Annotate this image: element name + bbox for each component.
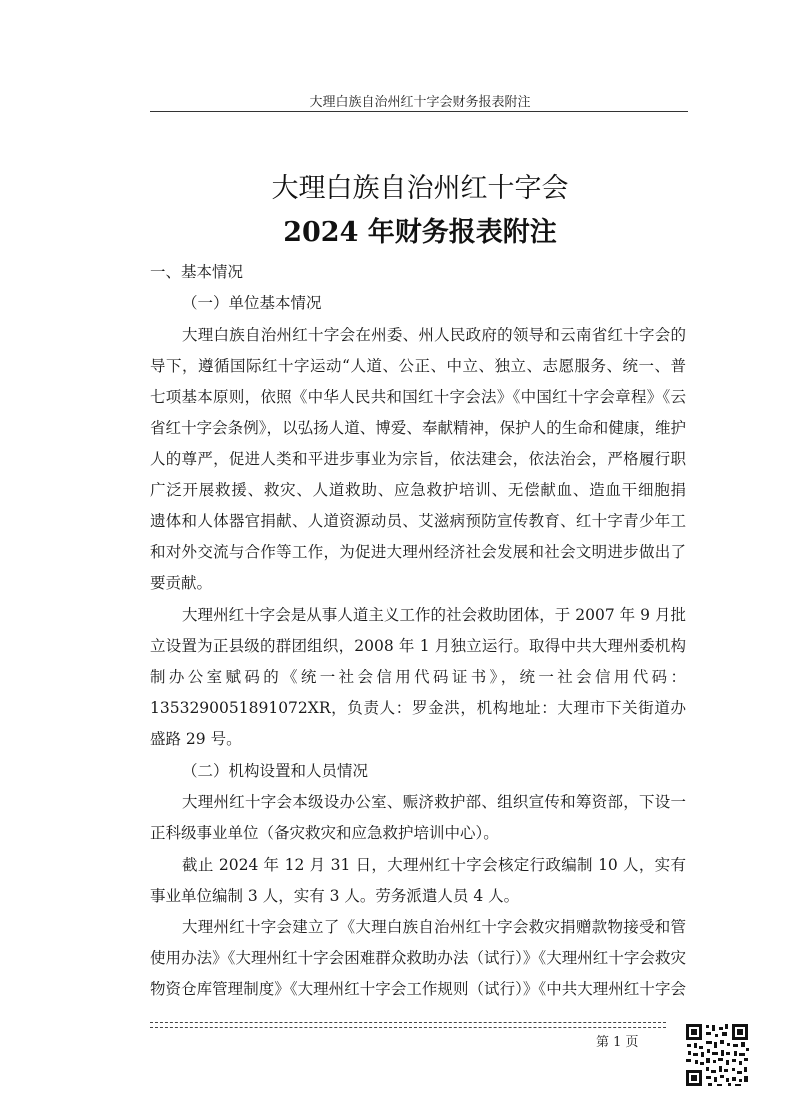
running-title: 大理白族自治州红十字会财务报表附注	[309, 95, 531, 110]
paragraph-line: 使用办法》《大理州红十字会困难群众救助办法（试行）》《大理州红十字会救灾	[150, 949, 686, 967]
paragraph-line: 制办公室赋码的《统一社会信用代码证书》，统一社会信用代码：	[150, 668, 686, 686]
document-title-line1: 大理白族自治州红十字会	[271, 173, 569, 204]
footer-divider	[150, 1022, 666, 1023]
paragraph-line: 人的尊严，促进人类和平进步事业为宗旨，依法建会，依法治会，严格履行职	[150, 450, 686, 468]
paragraph-line: 正科级事业单位（备灾救灾和应急救护培训中心）。	[150, 824, 499, 842]
paragraph-line: 七项基本原则，依照《中华人民共和国红十字会法》《中国红十字会章程》《云	[150, 388, 686, 406]
footer-divider	[150, 1027, 666, 1028]
qr-code-icon	[684, 1022, 750, 1088]
page-number: 第 1 页	[596, 1035, 639, 1050]
paragraph-line: 事业单位编制 3 人，实有 3 人。劳务派遣人员 4 人。	[150, 887, 520, 905]
paragraph-line: 和对外交流与合作等工作，为促进大理州经济社会发展和社会文明进步做出了	[150, 543, 686, 561]
paragraph-line: 大理白族自治州红十字会在州委、州人民政府的领导和云南省红十字会的	[182, 326, 686, 344]
paragraph-line: 大理州红十字会本级设办公室、赈济救护部、组织宣传和筹资部，下设一	[182, 793, 686, 811]
paragraph-line: 立设置为正县级的群团组织，2008 年 1 月独立运行。取得中共大理州委机构	[150, 637, 686, 655]
subsection-heading-1-2: （二）机构设置和人员情况	[182, 762, 369, 780]
paragraph-line: 截止 2024 年 12 月 31 日，大理州红十字会核定行政编制 10 人，实有	[182, 856, 686, 874]
paragraph-line: 大理州红十字会建立了《大理白族自治州红十字会救灾捐赠款物接受和管	[182, 918, 686, 936]
header-divider	[150, 111, 688, 112]
paragraph-line: 广泛开展救援、救灾、人道救助、应急救护培训、无偿献血、造血干细胞捐	[150, 481, 686, 499]
subsection-heading-1-1: （一）单位基本情况	[182, 294, 322, 312]
document-title-line2: 2024 年财务报表附注	[283, 217, 557, 248]
paragraph-line: 省红十字会条例》，以弘扬人道、博爱、奉献精神，保护人的生命和健康，维护	[150, 419, 686, 437]
section-heading-1: 一、基本情况	[150, 263, 244, 281]
paragraph-line: 导下，遵循国际红十字运动“人道、公正、中立、独立、志愿服务、统一、普	[150, 357, 686, 375]
paragraph-line: 物资仓库管理制度》《大理州红十字会工作规则（试行）》《中共大理州红十字会	[150, 980, 686, 998]
paragraph-line: 盛路 29 号。	[150, 730, 242, 748]
paragraph-line: 大理州红十字会是从事人道主义工作的社会救助团体，于 2007 年 9 月批	[182, 606, 686, 624]
paragraph-line: 遗体和人体器官捐献、人道资源动员、艾滋病预防宣传教育、红十字青少年工	[150, 512, 686, 530]
paragraph-line: 1353290051891072XR，负责人：罗金洪，机构地址：大理市下关街道办	[150, 699, 686, 717]
paragraph-line: 要贡献。	[150, 574, 213, 592]
